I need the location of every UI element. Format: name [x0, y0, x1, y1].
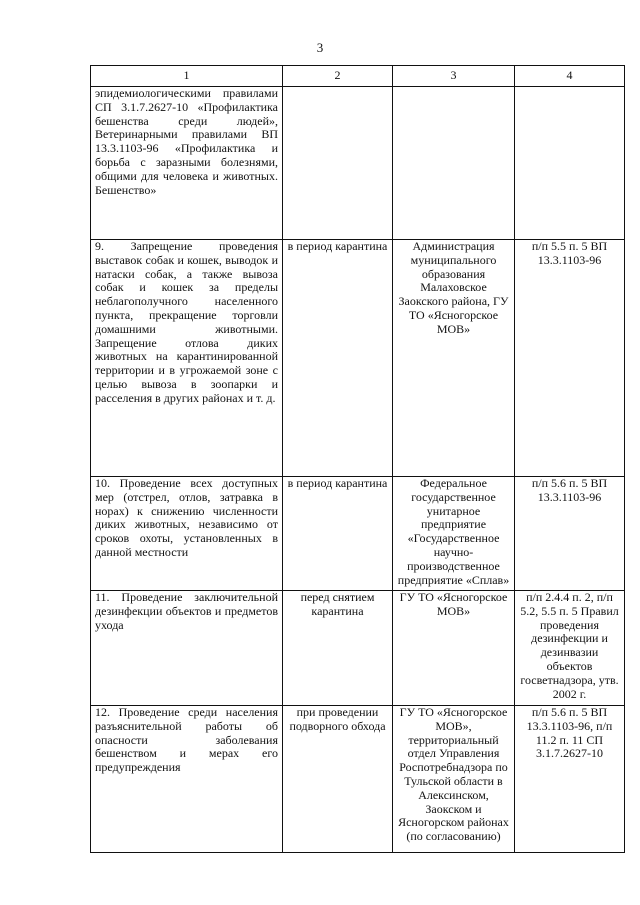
basis-cell: п/п 2.4.4 п. 2, п/п 5.2, 5.5 п. 5 Правил проведения дезинфекции и дезинвазии объектов госветнадзора, утв. 2002 г. [515, 591, 625, 706]
timing-cell: перед снятием карантина [283, 591, 393, 706]
responsible-cell: Администрация муниципального образования Малаховское Заокского района, ГУ ТО «Ясногорское МОВ» [393, 240, 515, 477]
table-row [91, 87, 625, 240]
table-row [91, 477, 625, 591]
responsible-cell: ГУ ТО «Ясногорское МОВ» [393, 591, 515, 706]
timing-cell [283, 87, 393, 240]
responsible-cell [393, 87, 515, 240]
measure-cell: 12. Проведение среди населения разъяснительной работы об опасности заболевания бешенством и мерах его предупреждения [91, 706, 283, 853]
measure-cell: 10. Проведение всех доступных мер (отстрел, отлов, затравка в норах) к снижению численности диких животных, независимо от сроков охоты, установленных в данной местности [91, 477, 283, 591]
basis-cell: п/п 5.6 п. 5 ВП 13.3.1103-96 [515, 477, 625, 591]
timing-cell: в период карантина [283, 240, 393, 477]
basis-cell: п/п 5.5 п. 5 ВП 13.3.1103-96 [515, 240, 625, 477]
table-header-row [91, 66, 625, 87]
page-number: 3 [316, 40, 324, 55]
table-row [91, 240, 625, 477]
table-row [91, 591, 625, 706]
measure-cell: 11. Проведение заключительной дезинфекции объектов и предметов ухода [91, 591, 283, 706]
measure-cell: 9. Запрещение проведения выставок собак и кошек, выводок и натаски собак, а также вывоза собак и кошек за пределы неблагополучного населенного пункта, прекращение торговли домашними животными. Запрещение отлова диких животных на карантинированной территории и в угрожаемой зоне с целью вывоза в зоопарки и расселения в других районах и т. д. [91, 240, 283, 477]
timing-cell: при проведении подворного обхода [283, 706, 393, 853]
column-header: 4 [515, 66, 625, 87]
table-row [91, 706, 625, 853]
measures-table [90, 65, 625, 853]
timing-cell: в период карантина [283, 477, 393, 591]
responsible-cell: Федеральное государственное унитарное предприятие «Государственное научно-производственное предприятие «Сплав» [393, 477, 515, 591]
measure-cell: эпидемиологическими правилами СП 3.1.7.2627-10 «Профилактика бешенства среди людей», Ветеринарными правилами ВП 13.3.1103-96 «Профилактика и борьба с заразными болезнями, общими для человека и животных. Бешенство» [91, 87, 283, 240]
column-header: 3 [393, 66, 515, 87]
column-header: 2 [283, 66, 393, 87]
basis-cell: п/п 5.6 п. 5 ВП 13.3.1103-96, п/п 11.2 п. 11 СП 3.1.7.2627-10 [515, 706, 625, 853]
responsible-cell: ГУ ТО «Ясногорское МОВ», территориальный отдел Управления Роспотребнадзора по Тульской области в Алексинском, Заокском и Ясногорском районах (по согласованию) [393, 706, 515, 853]
basis-cell [515, 87, 625, 240]
column-header: 1 [91, 66, 283, 87]
